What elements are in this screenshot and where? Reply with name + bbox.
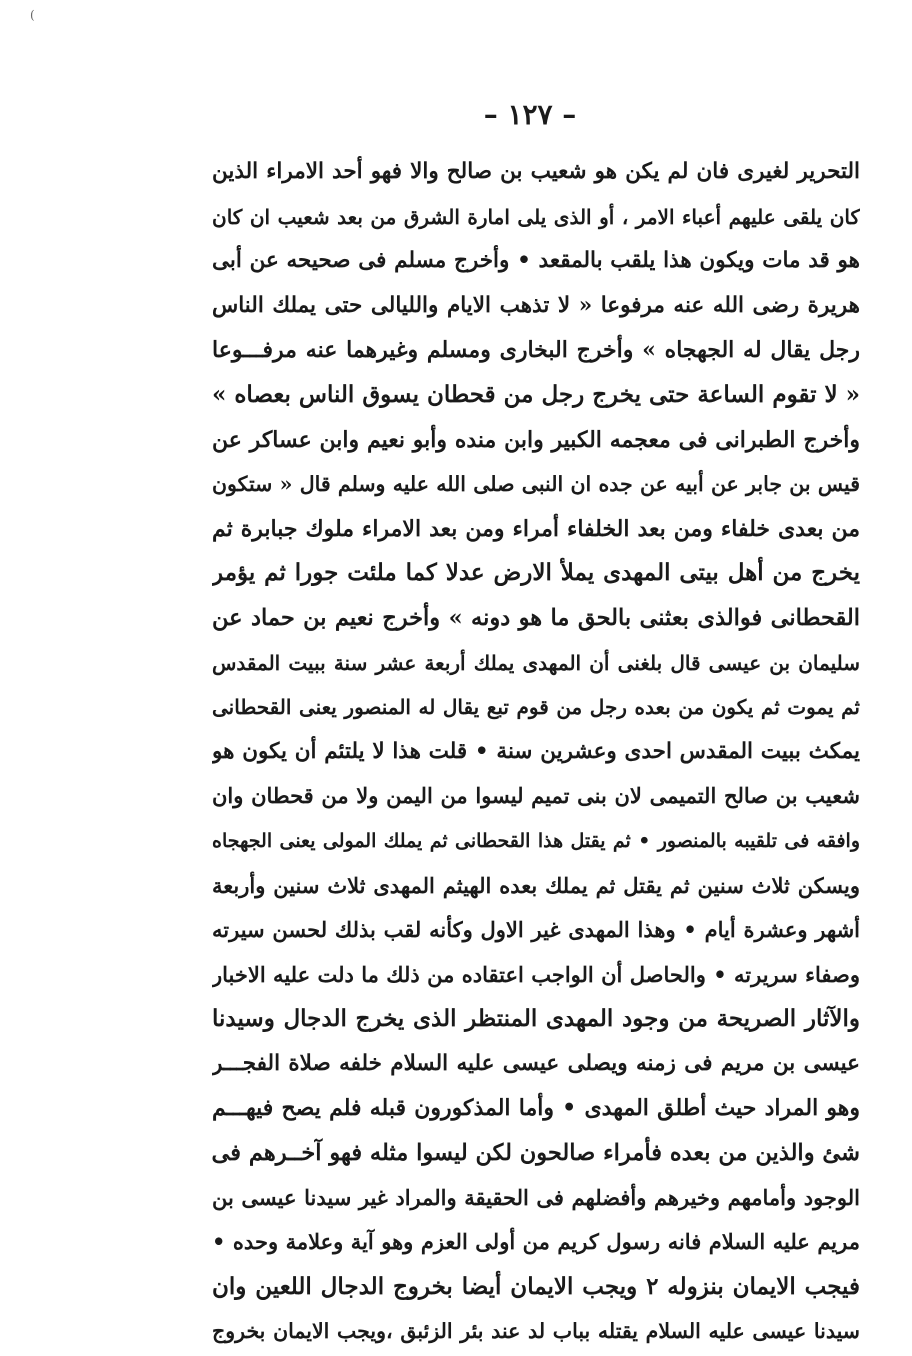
text-line: هو قد مات ويكون هذا يلقب بالمقعد • وأخرج مسلم فى صحيحه عن أبى: [212, 248, 860, 274]
text-line: أشهر وعشرة أيام • وهذا المهدى غير الاول وكأنه لقب بذلك لحسن سيرته: [212, 917, 860, 943]
text-line: سليمان بن عيسى قال بلغنى أن المهدى يملك أربعة عشر سنة ببيت المقدس: [212, 650, 860, 675]
text-line: هريرة رضى الله عنه مرفوعا « لا تذهب الايام والليالى حتى يملك الناس: [212, 292, 860, 318]
text-line: يخرج من أهل بيتى المهدى يملأ الارض عدلا كما ملئت جورا ثم يؤمر: [212, 559, 860, 587]
text-line: مريم عليه السلام فانه رسول كريم من أولى العزم وهو آية وعلامة وحده •: [212, 1229, 860, 1255]
text-line: من بعدى خلفاء ومن بعد الخلفاء أمراء ومن بعد الامراء ملوك جبابرة ثم: [212, 515, 860, 542]
text-line: شعيب بن صالح التميمى لان بنى تميم ليسوا من اليمن ولا من قحطان وان: [212, 783, 860, 809]
text-line: سيدنا عيسى عليه السلام يقتله بباب لد عند بئر الزئبق ،ويجب الايمان بخروج: [212, 1319, 860, 1344]
text-line: يمكث ببيت المقدس احدى وعشرين سنة • قلت هذا لا يلتئم أن يكون هو: [212, 738, 860, 764]
text-line: القحطانى فوالذى بعثنى بالحق ما هو دونه » وأخرج نعيم بن حماد عن: [212, 604, 860, 631]
text-line: وافقه فى تلقيبه بالمنصور • ثم يقتل هذا القحطانى ثم يملك المولى يعنى الجهجاه: [212, 829, 860, 852]
corner-mark: (: [30, 8, 35, 22]
text-line: عيسى بن مريم فى زمنه ويصلى عيسى عليه السلام خلفه صلاة الفجـــر: [212, 1050, 860, 1076]
text-line: ثم يموت ثم يكون من بعده رجل من قوم تبع يقال له المنصور يعنى القحطانى: [212, 695, 860, 720]
text-line: وأخرج الطبرانى فى معجمه الكبير وابن منده وأبو نعيم وابن عساكر عن: [212, 426, 860, 453]
text-line: وهو المراد حيث أطلق المهدى • وأما المذكورون قبله فلم يصح فيهـــم: [212, 1095, 860, 1122]
text-line: فيجب الايمان بنزوله ٢ ويجب الايمان أيضا بخروج الدجال اللعين وان: [212, 1272, 860, 1300]
text-line: رجل يقال له الجهجاه » وأخرج البخارى ومسلم وغيرهما عنه مرفـــوعا: [212, 337, 860, 364]
text-line: الوجود وأمامهم وخيرهم وأفضلهم فى الحقيقة والمراد غير سيدنا عيسى بن: [212, 1184, 860, 1210]
text-line: كان يلقى عليهم أعباء الامر ، أو الذى يلى امارة الشرق من بعد شعيب ان كان: [212, 204, 860, 229]
text-line: وصفاء سريرته • والحاصل أن الواجب اعتقاده من ذلك ما دلت عليه الاخبار: [212, 961, 860, 987]
body-text: [212, 150, 860, 1354]
text-line: ويسكن ثلاث سنين ثم يقتل ثم يملك بعده الهيثم المهدى ثلاث سنين وأربعة: [212, 872, 860, 898]
text-line: شئ والذين من بعده فأمراء صالحون لكن ليسوا مثله فهو آخــرهم فى: [212, 1140, 860, 1167]
text-line: « لا تقوم الساعة حتى يخرج رجل من قحطان يسوق الناس بعصاه »: [212, 380, 860, 408]
text-line: التحرير لغيرى فان لم يكن هو شعيب بن صالح والا فهو أحد الامراء الذين: [212, 159, 860, 184]
text-line: قيس بن جابر عن أبيه عن جده ان النبى صلى الله عليه وسلم قال « ستكون: [212, 472, 860, 497]
text-line: والآثار الصريحة من وجود المهدى المنتظر الذى يخرج الدجال وسيدنا: [212, 1005, 860, 1033]
page-number: – ١٢٧ –: [483, 98, 577, 131]
